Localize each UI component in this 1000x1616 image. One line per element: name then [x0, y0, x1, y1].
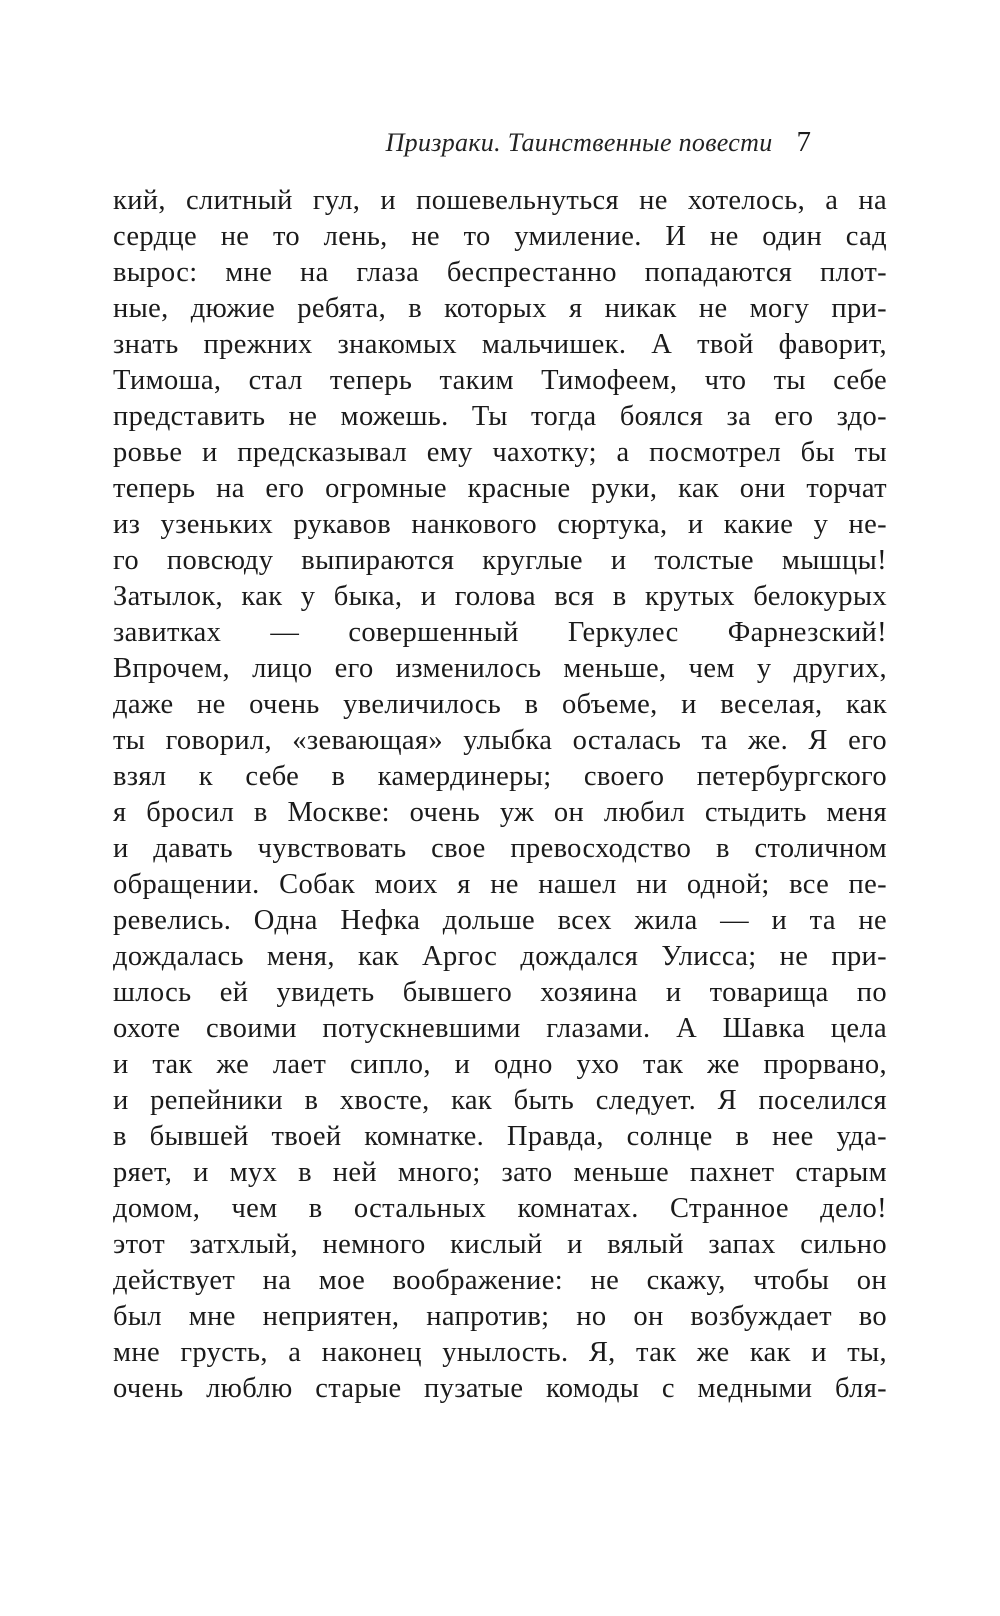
text-line: обращении. Собак моих я не нашел ни одной; все пе- [113, 869, 887, 900]
text-line: ровье и предсказывал ему чахотку; а посмотрел бы ты [113, 437, 887, 468]
text-line: завитках — совершенный Геркулес Фарнезский! [113, 617, 887, 648]
text-line: вырос: мне на глаза беспрестанно попадаются плот- [113, 257, 887, 288]
text-line: этот затхлый, немного кислый и вялый запах сильно [113, 1229, 887, 1260]
page-number: 7 [796, 126, 811, 158]
text-line: из узеньких рукавов нанкового сюртука, и какие у не- [113, 509, 887, 540]
text-line: охоте своими потускневшими глазами. А Шавка цела [113, 1013, 887, 1044]
running-title: Призраки. Таинственные повести [385, 128, 773, 157]
text-line: и давать чувствовать свое превосходство в столичном [113, 833, 887, 864]
text-line: го повсюду выпираются круглые и толстые мышцы! [113, 545, 887, 576]
text-line: Впрочем, лицо его изменилось меньше, чем у других, [113, 653, 887, 684]
text-line: даже не очень увеличилось в объеме, и веселая, как [113, 689, 887, 720]
text-line: теперь на его огромные красные руки, как они торчат [113, 473, 887, 504]
text-line: ревелись. Одна Нефка дольше всех жила — и та не [113, 905, 887, 936]
text-line: и так же лает сипло, и одно ухо так же прорвано, [113, 1049, 887, 1080]
text-line: Затылок, как у быка, и голова вся в крутых белокурых [113, 581, 887, 612]
text-line: шлось ей увидеть бывшего хозяина и товарища по [113, 977, 887, 1008]
text-line: сердце не то лень, не то умиление. И не один сад [113, 221, 887, 252]
text-line: Тимоша, стал теперь таким Тимофеем, что ты себе [113, 365, 887, 396]
text-line: действует на мое воображение: не скажу, чтобы он [113, 1265, 887, 1296]
text-line: знать прежних знакомых мальчишек. А твой фаворит, [113, 329, 887, 360]
running-header [113, 126, 811, 159]
text-line: был мне неприятен, напротив; но он возбуждает во [113, 1301, 887, 1332]
text-line: кий, слитный гул, и пошевельнуться не хотелось, а на [113, 185, 887, 216]
text-line: я бросил в Москве: очень уж он любил стыдить меня [113, 797, 887, 828]
text-line: представить не можешь. Ты тогда боялся за его здо- [113, 401, 887, 432]
text-line: ты говорил, «зевающая» улыбка осталась та же. Я его [113, 725, 887, 756]
text-line: мне грусть, а наконец унылость. Я, так же как и ты, [113, 1337, 887, 1368]
body-text [113, 183, 887, 1407]
text-line: ряет, и мух в ней много; зато меньше пахнет старым [113, 1157, 887, 1188]
text-line: домом, чем в остальных комнатах. Странное дело! [113, 1193, 887, 1224]
text-line: ные, дюжие ребята, в которых я никак не могу при- [113, 293, 887, 324]
text-line: и репейники в хвосте, как быть следует. Я поселился [113, 1085, 887, 1116]
text-line: очень люблю старые пузатые комоды с медными бля- [113, 1373, 887, 1404]
text-line: взял к себе в камердинеры; своего петербургского [113, 761, 887, 792]
text-line: дождалась меня, как Аргос дождался Улисса; не при- [113, 941, 887, 972]
text-line: в бывшей твоей комнатке. Правда, солнце в нее уда- [113, 1121, 887, 1152]
